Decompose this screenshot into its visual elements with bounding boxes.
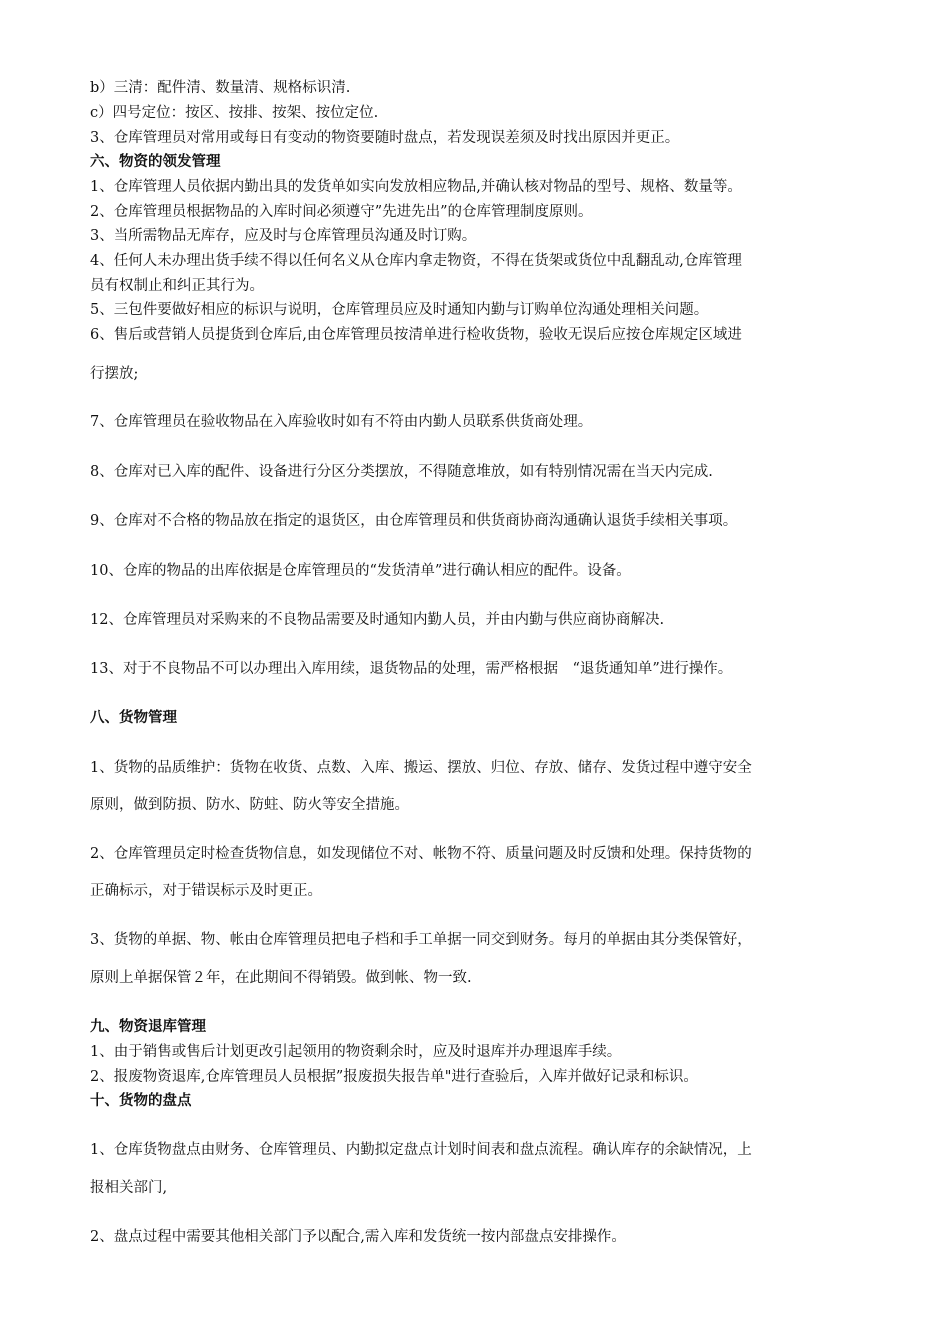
text-line: b）三清：配件清、数量清、规格标识清. [90,80,351,96]
text-line: 8、仓库对已入库的配件、设备进行分区分类摆放，不得随意堆放，如有特别情况需在当天内完成. [90,464,713,480]
text-line: 3、仓库管理员对常用或每日有变动的物资要随时盘点，若发现误差须及时找出原因并更正。 [90,130,680,146]
text-line: 正确标示，对于错误标示及时更正。 [90,883,322,899]
text-line: 3、当所需物品无库存，应及时与仓库管理员沟通及时订购。 [90,228,477,244]
text-line: 原则上单据保管２年，在此期间不得销毁。做到帐、物一致. [90,970,472,986]
text-line: c）四号定位：按区、按排、按架、按位定位. [90,105,379,121]
text-line: 12、仓库管理员对采购来的不良物品需要及时通知内勤人员，并由内勤与供应商协商解决. [90,612,665,628]
text-line: 6、售后或营销人员提货到仓库后,由仓库管理员按清单进行检收货物，验收无误后应按仓库规定区域进 [90,327,742,343]
text-line: 1、由于销售或售后计划更改引起领用的物资剩余时，应及时退库并办理退库手续。 [90,1044,622,1060]
text-line: 9、仓库对不合格的物品放在指定的退货区，由仓库管理员和供货商协商沟通确认退货手续相关事项。 [90,513,738,529]
text-line: 2、仓库管理员定时检查货物信息，如发现储位不对、帐物不符、质量问题及时反馈和处理。保持货物的 [90,846,752,862]
text-line: 13、对于不良物品不可以办理出入库用续，退货物品的处理，需严格根据 “退货通知单”进行操作。 [90,661,733,677]
text-line: 员有权制止和纠正其行为。 [90,278,264,294]
text-line: 2、仓库管理员根据物品的入库时间必须遵守”先进先出”的仓库管理制度原则。 [90,204,593,220]
section-heading: 九、物资退库管理 [90,1019,206,1035]
text-line: 1、货物的品质维护：货物在收货、点数、入库、搬运、摆放、归位、存放、储存、发货过程中遵守安全 [90,760,752,776]
text-line: 1、仓库管理人员依据内勤出具的发货单如实向发放相应物品,并确认核对物品的型号、规格、数量等。 [90,179,742,195]
text-line: 7、仓库管理员在验收物品在入库验收时如有不符由内勤人员联系供货商处理。 [90,414,593,430]
text-line: 行摆放; [90,366,139,382]
section-heading: 六、物资的领发管理 [90,154,221,170]
text-line: 报相关部门, [90,1180,168,1196]
section-heading: 八、货物管理 [90,710,177,726]
text-line: 原则，做到防损、防水、防蛀、防火等安全措施。 [90,797,409,813]
text-line: 5、三包件要做好相应的标识与说明，仓库管理员应及时通知内勤与订购单位沟通处理相关问题。 [90,302,709,318]
section-heading: 十、货物的盘点 [90,1093,192,1109]
text-line: 3、货物的单据、物、帐由仓库管理员把电子档和手工单据一同交到财务。每月的单据由其分类保管好， [90,932,752,948]
text-line: 10、仓库的物品的出库依据是仓库管理员的“发货清单”进行确认相应的配件。设备。 [90,563,631,579]
text-line: 2、盘点过程中需要其他相关部门予以配合,需入库和发货统一按内部盘点安排操作。 [90,1229,626,1245]
text-line: 4、任何人未办理出货手续不得以任何名义从仓库内拿走物资，不得在货架或货位中乱翻乱动,仓库管理 [90,253,742,269]
text-line: 2、报废物资退库,仓库管理员人员根据”报废损失报告单"进行查验后，入库并做好记录和标识。 [90,1069,698,1085]
text-line: 1、仓库货物盘点由财务、仓库管理员、内勤拟定盘点计划时间表和盘点流程。确认库存的余缺情况，上 [90,1142,752,1158]
